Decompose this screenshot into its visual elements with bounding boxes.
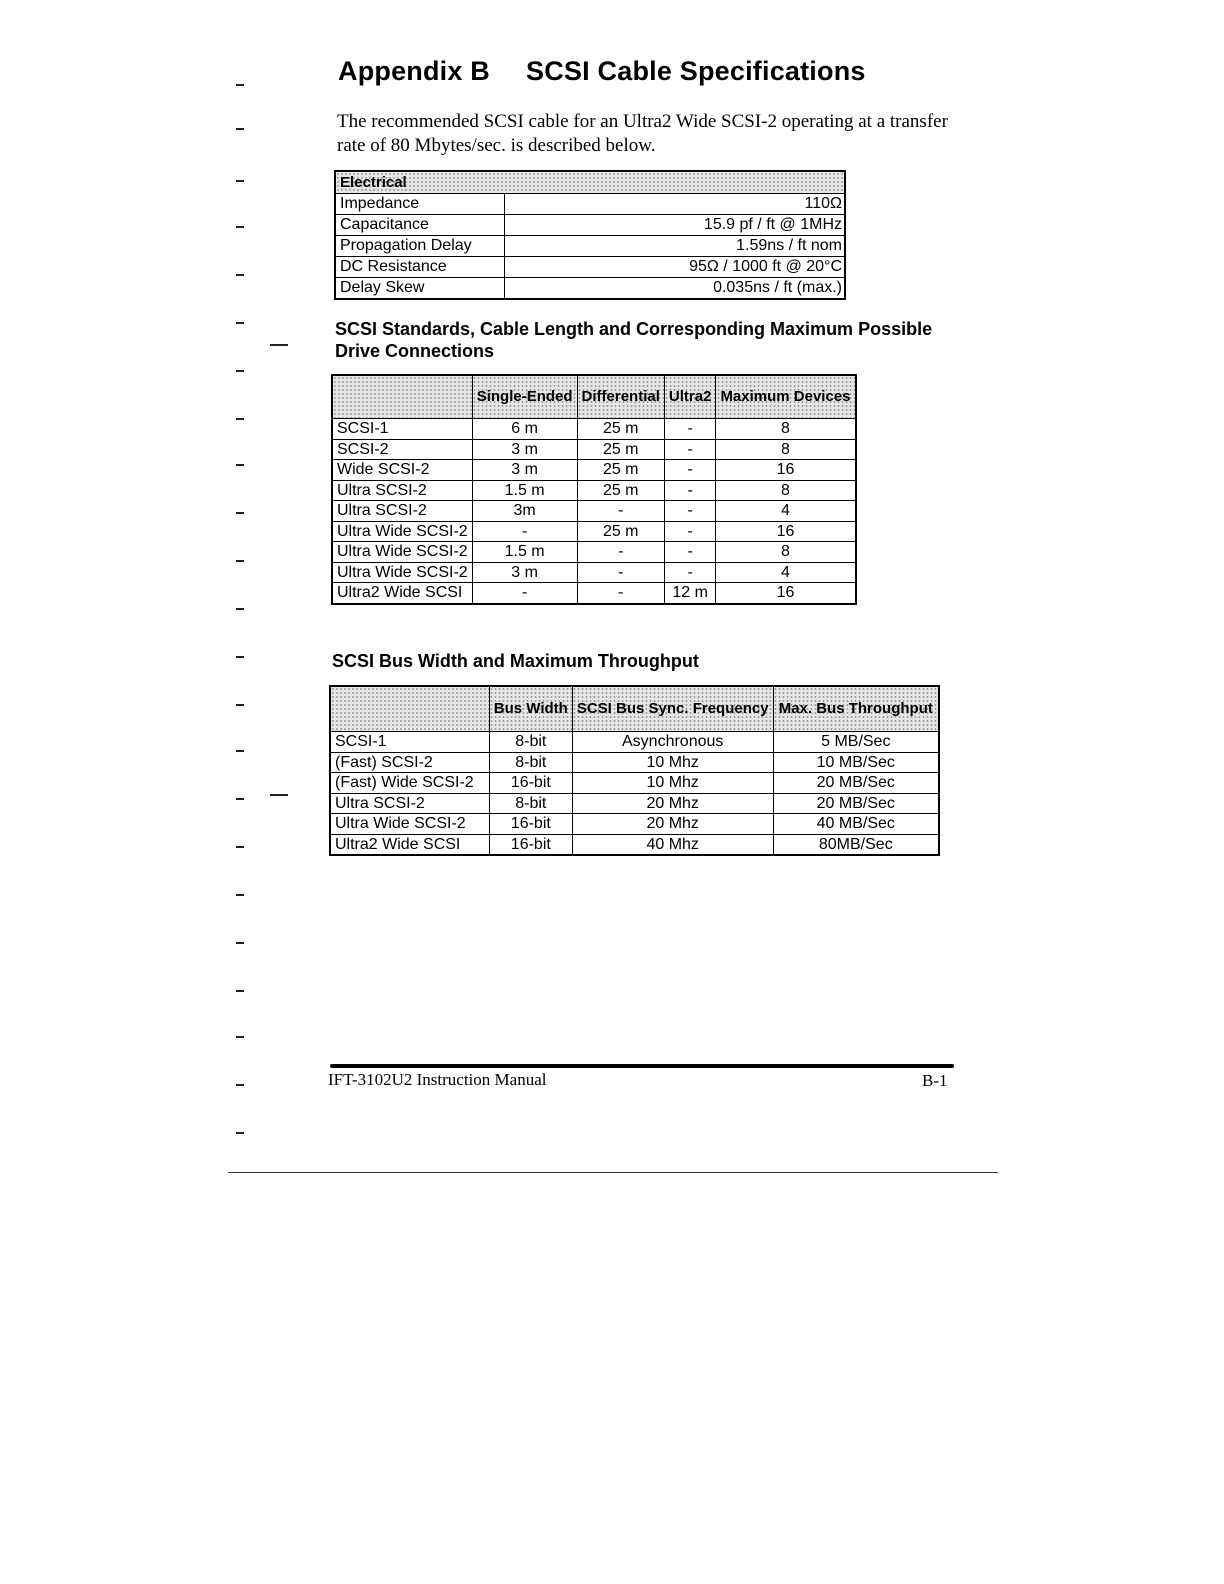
table-cell: 12 m bbox=[664, 583, 716, 604]
electrical-label: Delay Skew bbox=[335, 278, 505, 300]
table-cell: - bbox=[472, 583, 577, 604]
column-header: Single-Ended bbox=[472, 375, 577, 419]
table-cell: 40 MB/Sec bbox=[773, 814, 939, 835]
table-row bbox=[332, 542, 856, 563]
margin-tick bbox=[236, 942, 244, 944]
column-header: Differential bbox=[577, 375, 664, 419]
column-header: Max. Bus Throughput bbox=[773, 686, 939, 732]
column-header: Bus Width bbox=[489, 686, 572, 732]
table-cell: SCSI-1 bbox=[332, 419, 472, 440]
table-cell: 16 bbox=[716, 460, 856, 481]
table-cell: - bbox=[577, 583, 664, 604]
margin-tick bbox=[236, 1132, 244, 1134]
table-cell: SCSI-1 bbox=[330, 732, 489, 753]
table-cell: 16-bit bbox=[489, 773, 572, 794]
appendix-label: Appendix B bbox=[338, 56, 491, 86]
table-cell: 8 bbox=[716, 542, 856, 563]
table-row bbox=[330, 773, 939, 794]
table-cell: 25 m bbox=[577, 480, 664, 501]
throughput-heading: SCSI Bus Width and Maximum Throughput bbox=[332, 651, 699, 671]
table-cell: Ultra2 Wide SCSI bbox=[332, 583, 472, 604]
margin-tick bbox=[236, 846, 244, 848]
standards-header-row bbox=[332, 375, 856, 419]
margin-tick bbox=[236, 608, 244, 610]
table-cell: - bbox=[472, 521, 577, 542]
electrical-value: 15.9 pf / ft @ 1MHz bbox=[505, 215, 846, 236]
electrical-label: Propagation Delay bbox=[335, 236, 505, 257]
table-cell: Wide SCSI-2 bbox=[332, 460, 472, 481]
table-cell: Ultra Wide SCSI-2 bbox=[330, 814, 489, 835]
table-row bbox=[335, 215, 845, 236]
electrical-value: 95Ω / 1000 ft @ 20°C bbox=[505, 257, 846, 278]
electrical-value: 0.035ns / ft (max.) bbox=[505, 278, 846, 300]
table-row bbox=[330, 834, 939, 855]
margin-ticks bbox=[236, 0, 296, 1584]
table-cell: 20 Mhz bbox=[572, 793, 773, 814]
table-cell: 16 bbox=[716, 521, 856, 542]
table-cell: 6 m bbox=[472, 419, 577, 440]
table-cell: - bbox=[664, 542, 716, 563]
table-row bbox=[335, 278, 845, 300]
column-header: Maximum Devices bbox=[716, 375, 856, 419]
table-cell: - bbox=[577, 542, 664, 563]
margin-tick bbox=[236, 1084, 244, 1086]
table-cell: Ultra SCSI-2 bbox=[332, 480, 472, 501]
electrical-value: 1.59ns / ft nom bbox=[505, 236, 846, 257]
column-header: SCSI Bus Sync. Frequency bbox=[572, 686, 773, 732]
table-cell: Ultra SCSI-2 bbox=[330, 793, 489, 814]
column-header: Ultra2 bbox=[664, 375, 716, 419]
table-cell: - bbox=[664, 419, 716, 440]
table-row bbox=[330, 732, 939, 753]
margin-tick bbox=[236, 894, 244, 896]
table-cell: 20 Mhz bbox=[572, 814, 773, 835]
standards-table bbox=[331, 374, 857, 605]
table-cell: 40 Mhz bbox=[572, 834, 773, 855]
table-row bbox=[332, 583, 856, 604]
margin-tick bbox=[236, 322, 244, 324]
table-cell: 16 bbox=[716, 583, 856, 604]
table-cell: 25 m bbox=[577, 439, 664, 460]
electrical-label: DC Resistance bbox=[335, 257, 505, 278]
table-row bbox=[335, 194, 845, 215]
margin-tick bbox=[236, 226, 244, 228]
table-cell: 8 bbox=[716, 419, 856, 440]
electrical-table bbox=[334, 170, 846, 300]
table-row bbox=[332, 460, 856, 481]
throughput-header-row bbox=[330, 686, 939, 732]
table-cell: 1.5 m bbox=[472, 480, 577, 501]
table-cell: Asynchronous bbox=[572, 732, 773, 753]
table-cell: - bbox=[664, 501, 716, 522]
table-row bbox=[332, 480, 856, 501]
table-cell: 8 bbox=[716, 480, 856, 501]
table-row bbox=[335, 257, 845, 278]
table-cell: - bbox=[664, 480, 716, 501]
table-cell: 10 Mhz bbox=[572, 752, 773, 773]
electrical-header-row bbox=[335, 171, 845, 194]
table-cell: - bbox=[577, 501, 664, 522]
table-row bbox=[332, 521, 856, 542]
table-cell: 4 bbox=[716, 562, 856, 583]
title-text: SCSI Cable Specifications bbox=[526, 56, 866, 86]
margin-tick bbox=[270, 794, 288, 796]
table-cell: Ultra2 Wide SCSI bbox=[330, 834, 489, 855]
margin-tick bbox=[236, 84, 244, 86]
table-cell: Ultra Wide SCSI-2 bbox=[332, 542, 472, 563]
table-cell: 80MB/Sec bbox=[773, 834, 939, 855]
margin-tick bbox=[236, 750, 244, 752]
table-cell: - bbox=[664, 521, 716, 542]
throughput-table bbox=[329, 685, 940, 856]
table-cell: 8-bit bbox=[489, 793, 572, 814]
column-header bbox=[332, 375, 472, 419]
margin-tick bbox=[236, 656, 244, 658]
table-row bbox=[335, 236, 845, 257]
table-cell: Ultra Wide SCSI-2 bbox=[332, 521, 472, 542]
table-cell: - bbox=[577, 562, 664, 583]
bottom-divider bbox=[228, 1172, 998, 1173]
margin-tick bbox=[236, 798, 244, 800]
margin-tick bbox=[236, 274, 244, 276]
table-row bbox=[330, 793, 939, 814]
margin-tick bbox=[270, 344, 288, 346]
intro-paragraph: The recommended SCSI cable for an Ultra2 Wide SCSI-2 operating at a transfer rate of 80 Mbytes/sec. is described below. bbox=[337, 111, 948, 156]
margin-tick bbox=[236, 418, 244, 420]
margin-tick bbox=[236, 464, 244, 466]
electrical-value: 110Ω bbox=[505, 194, 846, 215]
table-cell: 3 m bbox=[472, 460, 577, 481]
footer-page-number: B-1 bbox=[922, 1071, 948, 1090]
table-cell: - bbox=[664, 562, 716, 583]
table-cell: 3m bbox=[472, 501, 577, 522]
table-cell: - bbox=[664, 439, 716, 460]
table-row bbox=[332, 419, 856, 440]
margin-tick bbox=[236, 512, 244, 514]
table-cell: 25 m bbox=[577, 521, 664, 542]
table-row bbox=[330, 814, 939, 835]
table-cell: 20 MB/Sec bbox=[773, 773, 939, 794]
table-row bbox=[332, 439, 856, 460]
table-cell: 10 Mhz bbox=[572, 773, 773, 794]
table-cell: 16-bit bbox=[489, 834, 572, 855]
table-cell: 8-bit bbox=[489, 732, 572, 753]
table-row bbox=[332, 501, 856, 522]
table-cell: 8 bbox=[716, 439, 856, 460]
column-header bbox=[330, 686, 489, 732]
margin-tick bbox=[236, 1036, 244, 1038]
standards-heading: SCSI Standards, Cable Length and Corresponding Maximum Possible Drive Connections bbox=[335, 319, 933, 361]
footer-rule bbox=[330, 1064, 954, 1068]
page-title bbox=[338, 56, 866, 87]
electrical-label: Impedance bbox=[335, 194, 505, 215]
table-cell: 16-bit bbox=[489, 814, 572, 835]
table-cell: 25 m bbox=[577, 419, 664, 440]
margin-tick bbox=[236, 990, 244, 992]
electrical-heading: Electrical bbox=[335, 171, 845, 194]
table-row bbox=[332, 562, 856, 583]
table-row bbox=[330, 752, 939, 773]
table-cell: 10 MB/Sec bbox=[773, 752, 939, 773]
table-cell: 3 m bbox=[472, 439, 577, 460]
table-cell: 8-bit bbox=[489, 752, 572, 773]
table-cell: SCSI-2 bbox=[332, 439, 472, 460]
margin-tick bbox=[236, 180, 244, 182]
table-cell: (Fast) Wide SCSI-2 bbox=[330, 773, 489, 794]
table-cell: (Fast) SCSI-2 bbox=[330, 752, 489, 773]
table-cell: 4 bbox=[716, 501, 856, 522]
footer-manual-title: IFT-3102U2 Instruction Manual bbox=[328, 1070, 547, 1089]
margin-tick bbox=[236, 128, 244, 130]
table-cell: Ultra SCSI-2 bbox=[332, 501, 472, 522]
margin-tick bbox=[236, 560, 244, 562]
table-cell: - bbox=[664, 460, 716, 481]
table-cell: 20 MB/Sec bbox=[773, 793, 939, 814]
margin-tick bbox=[236, 370, 244, 372]
table-cell: 1.5 m bbox=[472, 542, 577, 563]
table-cell: 5 MB/Sec bbox=[773, 732, 939, 753]
electrical-label: Capacitance bbox=[335, 215, 505, 236]
table-cell: 25 m bbox=[577, 460, 664, 481]
table-cell: Ultra Wide SCSI-2 bbox=[332, 562, 472, 583]
table-cell: 3 m bbox=[472, 562, 577, 583]
margin-tick bbox=[236, 704, 244, 706]
